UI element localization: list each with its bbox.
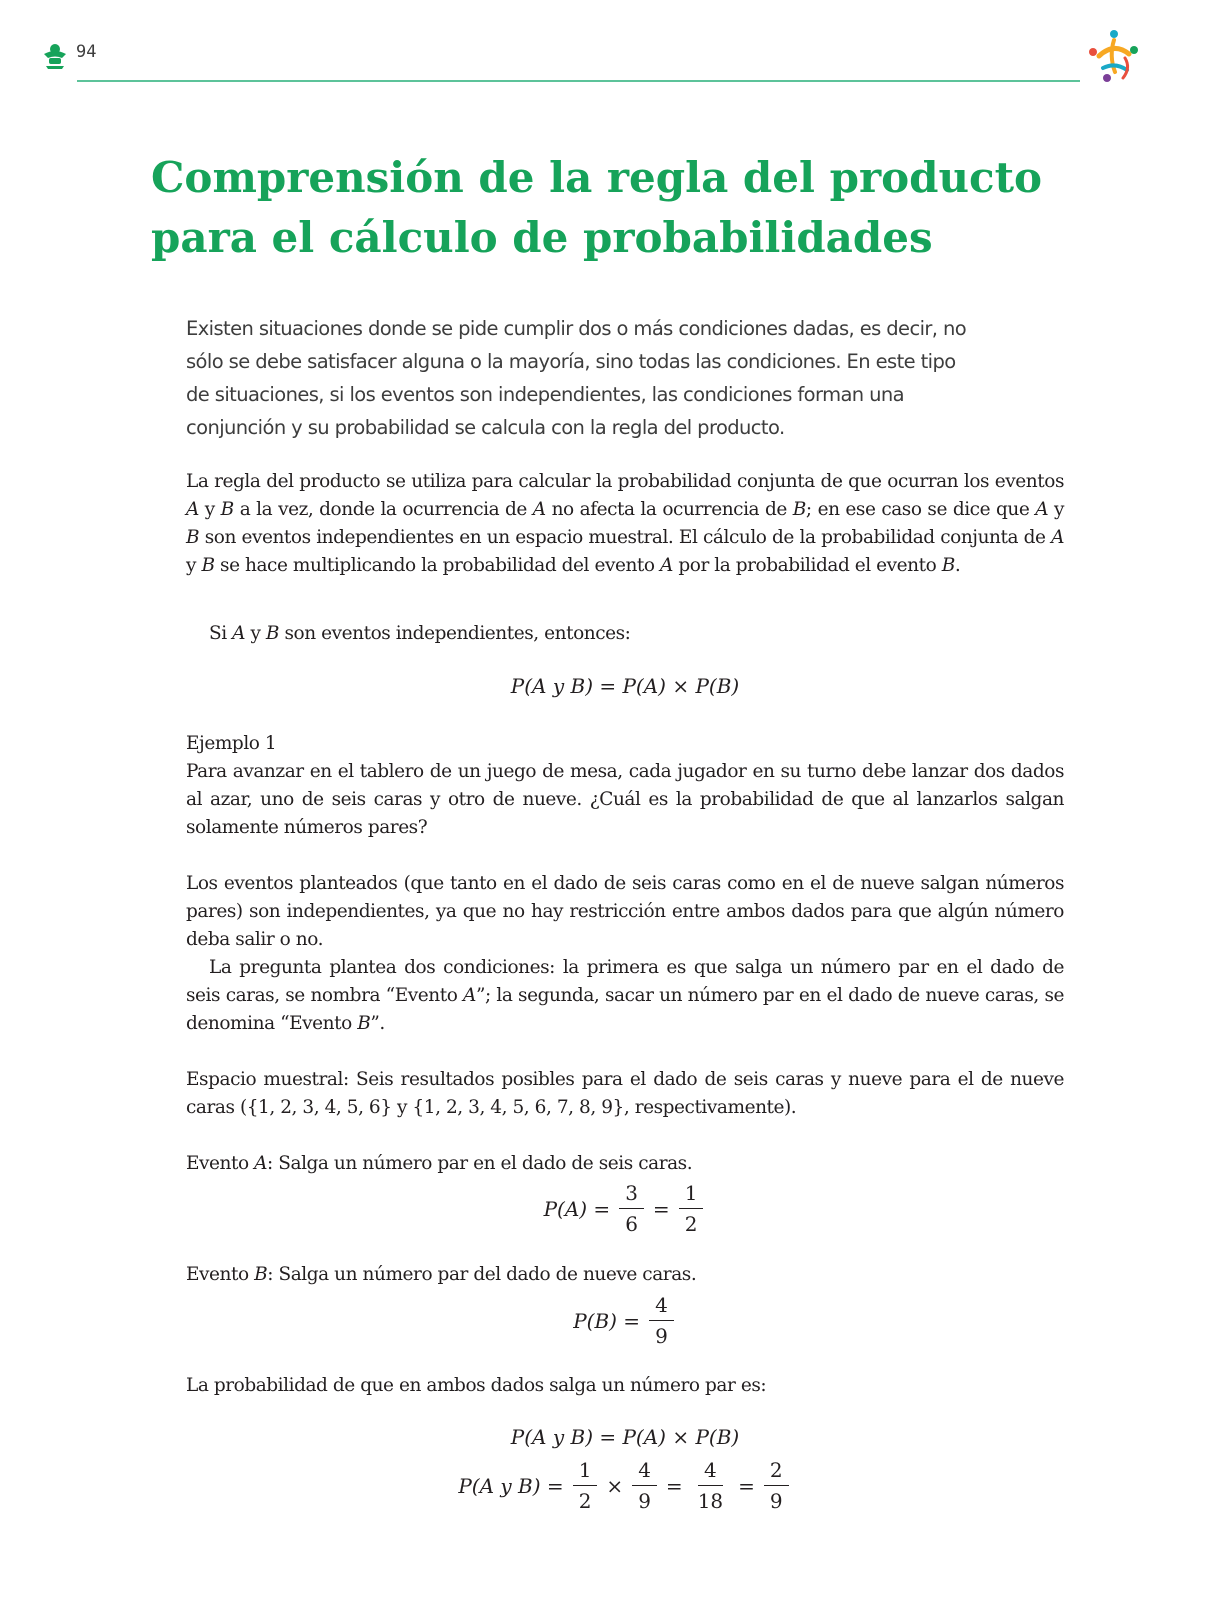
text: . [954,555,961,576]
text: : Salga un número par en el dado de seis caras. [267,1153,693,1174]
denominator: 9 [638,1489,651,1513]
seal-icon [40,40,70,70]
logo-icon [1085,28,1143,86]
event-b-line [186,1261,1064,1289]
pa-equation [186,1180,1064,1237]
fraction [632,1457,657,1514]
page-number: 94 [76,42,97,62]
sample-space-paragraph: Espacio muestral: Seis resultados posibles para el dado de seis caras y nueve para el de nueve caras ({1, 2, 3, 4, 5, 6} y {1, 2, 3, 4, 5, 6, 7, 8, 9}, respectivamente). [186,1069,1064,1118]
var-a: A [463,985,476,1006]
equals-sign: = [738,1473,755,1498]
text: por la probabilidad el evento [672,555,942,576]
eq-lhs: P(B) = [573,1308,641,1333]
intro-paragraph: Existen situaciones donde se pide cumplir dos o más condiciones dadas, es decir, no sólo se debe satisfacer alguna o la mayoría, sino todas las condiciones. En este tipo de situaciones, si los eventos son independientes, las condiciones forman una conjunción y su probabilidad se calcula con la regla del producto. [186,317,967,439]
equals-sign: = [665,1473,683,1498]
text: : Salga un número par del dado de nueve caras. [267,1264,697,1285]
denominator: 2 [684,1212,698,1236]
final-formula-2 [186,1457,1064,1514]
var-b: B [265,623,280,644]
conclusion-line: La probabilidad de que en ambos dados salga un número par es: [186,1375,767,1396]
fraction [649,1292,674,1349]
text: Si [209,623,233,644]
text: son eventos independientes en un espacio muestral. El cálculo de la probabilidad conjunta de [199,527,1052,548]
var-a: A [532,499,546,520]
var-b: B [357,1013,371,1034]
var-a: A [1051,527,1064,548]
text: ”; la segunda, sacar un número par en el dado de nueve caras, se denomina “Evento [186,985,1065,1034]
text: Evento [186,1264,255,1285]
example-problem: Para avanzar en el tablero de un juego de mesa, cada jugador en su turno debe lanzar dos dados al azar, uno de seis caras y otro de nueve. ¿Cuál es la probabilidad de que al lanzarlos salgan solamente números pares? [186,761,1064,838]
numerator: 1 [573,1457,598,1486]
denominator: 18 [697,1489,724,1513]
text: y [245,623,266,644]
fraction [573,1457,598,1514]
header-rule [77,80,1080,82]
denominator: 9 [655,1324,668,1348]
rule-paragraph [186,468,1064,580]
fraction [692,1457,729,1514]
var-a: A [1035,499,1049,520]
text: ”. [370,1013,385,1034]
fraction [679,1180,704,1237]
text: ; en ese caso se dice que [805,499,1036,520]
event-a-line [186,1150,1064,1178]
events-paragraph: Los eventos planteados (que tanto en el dado de seis caras como en el de nueve salgan números pares) son independientes, ya que no hay restricción entre ambos dados para que algún número deba salir o no. [186,873,1064,950]
var-b: B [186,527,200,548]
product-rule-formula [186,674,1064,698]
numerator: 4 [698,1457,723,1486]
var-a: A [186,499,199,520]
var-a: A [254,1153,268,1174]
var-a: A [660,555,673,576]
var-b: B [941,555,955,576]
pb-equation [186,1292,1064,1349]
final-formula-1 [186,1425,1064,1449]
var-b: B [254,1264,268,1285]
numerator: 4 [632,1457,657,1486]
formula-text: P(A y B) = P(A) × P(B) [510,674,740,698]
fraction [764,1457,789,1514]
text: no afecta la ocurrencia de [545,499,793,520]
question-paragraph [186,954,1064,1038]
title-line-2: para el cálculo de probabilidades [151,213,933,262]
fraction [619,1180,644,1237]
if-line [209,620,1059,648]
text: y [198,499,221,520]
denominator: 6 [625,1212,638,1236]
var-b: B [792,499,806,520]
eq-lhs: P(A) = [543,1196,611,1221]
eq-lhs: P(A y B) = [458,1473,564,1498]
equals-sign: = [652,1196,670,1221]
var-a: A [232,623,246,644]
title-line-1: Comprensión de la regla del producto [151,153,1042,202]
numerator: 2 [764,1457,789,1486]
text: y [1048,499,1064,520]
text: La regla del producto se utiliza para calcular la probabilidad conjunta de que ocurran los eventos [186,471,1064,492]
text: se hace multiplicando la probabilidad del evento [214,555,661,576]
text: Evento [186,1153,255,1174]
times-sign: × [606,1473,624,1498]
text: La pregunta plantea dos condiciones: la primera es que salga un número par en el dado de seis caras, se nombra “Evento [186,957,1064,1006]
numerator: 4 [649,1292,674,1321]
text: son eventos independientes, entonces: [279,623,631,644]
numerator: 1 [679,1180,704,1209]
numerator: 3 [619,1180,644,1209]
example-heading: Ejemplo 1 [186,733,277,754]
formula-text: P(A y B) = P(A) × P(B) [510,1425,740,1449]
page-title [151,148,1111,268]
var-b: B [201,555,215,576]
text: a la vez, donde la ocurrencia de [233,499,533,520]
var-b: B [220,499,234,520]
text: y [186,555,202,576]
denominator: 9 [769,1489,783,1513]
denominator: 2 [578,1489,592,1513]
